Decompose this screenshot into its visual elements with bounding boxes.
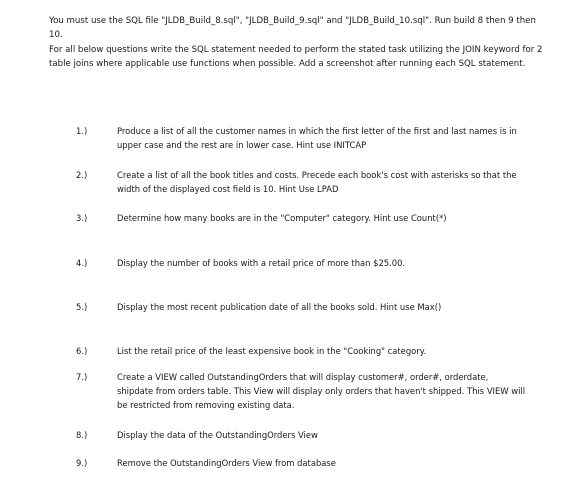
question-text: Remove the OutstandingOrders View from database — [117, 458, 336, 468]
question-number: 9.) — [76, 458, 88, 468]
question-text: Create a list of all the book titles and costs. Precede each book's cost with asterisks so that the width of the displayed cost field is 10. Hint Use LPAD — [117, 170, 517, 194]
question-text: Display the number of books with a retail price of more than $25.00. — [117, 258, 406, 268]
question-number: 7.) — [76, 372, 88, 382]
instructions — [49, 14, 549, 72]
instructions-paragraph-build: You must use the SQL file "JLDB_Build_8.sql", "JLDB_Build_9.sql" and "JLDB_Build_10.sql". Run build 8 then 9 then 10. — [49, 16, 536, 40]
question-number: 5.) — [76, 302, 88, 312]
question-number: 1.) — [76, 126, 88, 136]
question-text: Display the data of the OutstandingOrders View — [117, 430, 318, 440]
instructions-paragraph-requirements: For all below questions write the SQL statement needed to perform the stated task utilizing the JOIN keyword for 2 table joins where applicable use functions when possible. Add a screenshot after running each SQL statement. — [49, 45, 543, 69]
question-text: Determine how many books are in the "Computer" category. Hint use Count(*) — [117, 213, 447, 223]
question-number: 4.) — [76, 258, 88, 268]
question-text: Display the most recent publication date of all the books sold. Hint use Max() — [117, 302, 442, 312]
question-number: 8.) — [76, 430, 88, 440]
question-number: 3.) — [76, 213, 88, 223]
question-text: Produce a list of all the customer names in which the first letter of the first and last names is in upper case and the rest are in lower case. Hint use INITCAP — [117, 126, 517, 150]
question-number: 2.) — [76, 170, 88, 180]
question-text: Create a VIEW called OutstandingOrders that will display customer#, order#, orderdate, shipdate from orders table. This View will display only orders that haven't shipped. This VIEW will be restricted from removing existing data. — [117, 372, 526, 410]
question-text: List the retail price of the least expensive book in the "Cooking" category. — [117, 346, 427, 356]
question-number: 6.) — [76, 346, 88, 356]
